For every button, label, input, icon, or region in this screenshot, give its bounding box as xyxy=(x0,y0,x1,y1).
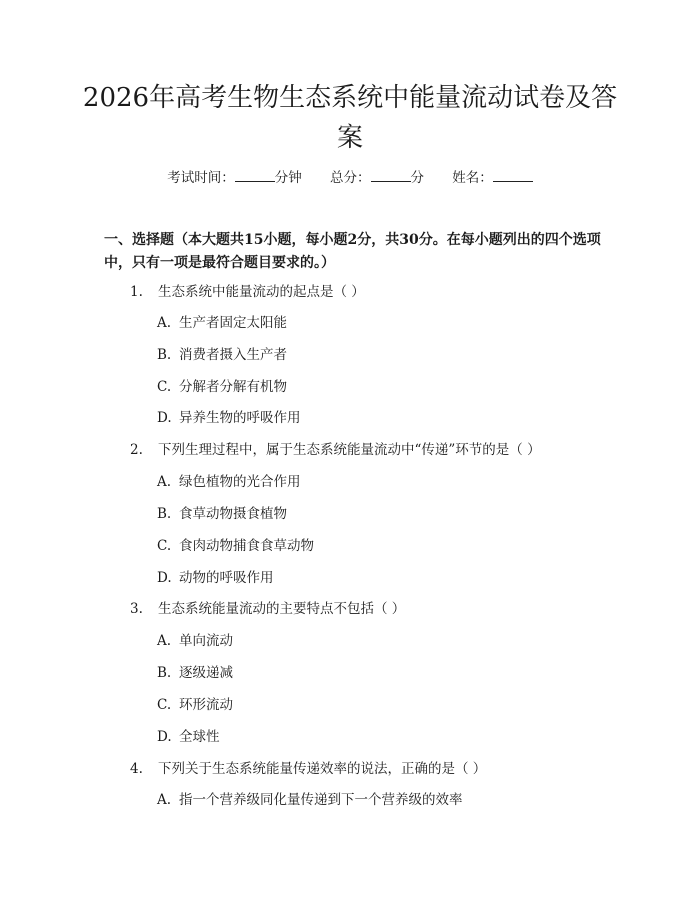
option-letter: A. xyxy=(157,474,172,490)
total-score-field xyxy=(330,168,424,188)
option-letter: C. xyxy=(157,379,172,395)
question-number: 4. xyxy=(130,761,143,777)
option-letter: C. xyxy=(157,538,172,554)
option-letter: B. xyxy=(157,665,172,681)
question-text: 下列关于生态系统能量传递效率的说法，正确的是（ ） xyxy=(158,761,487,777)
question-1-option-c[interactable] xyxy=(157,377,287,397)
question-2-option-d[interactable] xyxy=(157,568,274,588)
question-number: 1. xyxy=(130,284,143,300)
question-1-option-a[interactable] xyxy=(157,313,287,333)
question-text: 下列生理过程中，属于生态系统能量流动中“传递”环节的是（ ） xyxy=(158,442,541,458)
section-heading: 一、选择题（本大题共15小题，每小题2分，共30分。在每小题列出的四个选项中，只有一项是最符合题目要求的。） xyxy=(104,232,601,271)
question-1 xyxy=(130,282,365,302)
option-letter: D. xyxy=(157,729,172,745)
option-letter: D. xyxy=(157,410,172,426)
option-text: 动物的呼吸作用 xyxy=(179,570,274,586)
student-name-field xyxy=(452,168,533,188)
option-text: 生产者固定太阳能 xyxy=(179,315,287,331)
question-number: 3. xyxy=(130,601,143,617)
question-text: 生态系统中能量流动的起点是（ ） xyxy=(158,284,365,300)
exam-time-blank[interactable] xyxy=(235,169,275,182)
option-text: 指一个营养级同化量传递到下一个营养级的效率 xyxy=(179,792,463,808)
option-text: 消费者摄入生产者 xyxy=(179,347,287,363)
question-2-option-c[interactable] xyxy=(157,536,314,556)
question-3-option-a[interactable] xyxy=(157,631,233,651)
option-text: 单向流动 xyxy=(179,633,233,649)
option-letter: D. xyxy=(157,570,172,586)
option-letter: A. xyxy=(157,792,172,808)
question-number: 2. xyxy=(130,442,143,458)
option-text: 环形流动 xyxy=(179,697,233,713)
total-score-label: 总分： xyxy=(330,170,371,186)
exam-time-field xyxy=(167,168,302,188)
question-3-option-d[interactable] xyxy=(157,727,220,747)
question-text: 生态系统能量流动的主要特点不包括（ ） xyxy=(158,601,406,617)
question-3-option-b[interactable] xyxy=(157,663,233,683)
question-4 xyxy=(130,759,486,779)
option-text: 全球性 xyxy=(179,729,220,745)
option-text: 分解者分解有机物 xyxy=(179,379,287,395)
option-text: 逐级递减 xyxy=(179,665,233,681)
option-text: 食草动物摄食植物 xyxy=(179,506,287,522)
question-1-option-d[interactable] xyxy=(157,408,301,428)
question-2-option-b[interactable] xyxy=(157,504,287,524)
exam-time-label: 考试时间： xyxy=(167,170,235,186)
student-name-label: 姓名： xyxy=(452,170,493,186)
option-letter: B. xyxy=(157,347,172,363)
option-text: 异养生物的呼吸作用 xyxy=(179,410,301,426)
total-score-unit: 分 xyxy=(410,170,424,186)
student-name-blank[interactable] xyxy=(493,169,533,182)
question-3 xyxy=(130,599,405,619)
exam-meta-line xyxy=(0,168,700,188)
question-3-option-c[interactable] xyxy=(157,695,233,715)
option-text: 食肉动物捕食食草动物 xyxy=(179,538,314,554)
document-title: 2026年高考生物生态系统中能量流动试卷及答案 xyxy=(82,83,618,153)
option-letter: A. xyxy=(157,315,172,331)
question-2-option-a[interactable] xyxy=(157,472,301,492)
exam-time-unit: 分钟 xyxy=(274,170,302,186)
total-score-blank[interactable] xyxy=(371,169,411,182)
question-4-option-a[interactable] xyxy=(157,790,463,810)
question-1-option-b[interactable] xyxy=(157,345,287,365)
question-2 xyxy=(130,440,541,460)
option-letter: C. xyxy=(157,697,172,713)
option-text: 绿色植物的光合作用 xyxy=(179,474,301,490)
option-letter: B. xyxy=(157,506,172,522)
option-letter: A. xyxy=(157,633,172,649)
